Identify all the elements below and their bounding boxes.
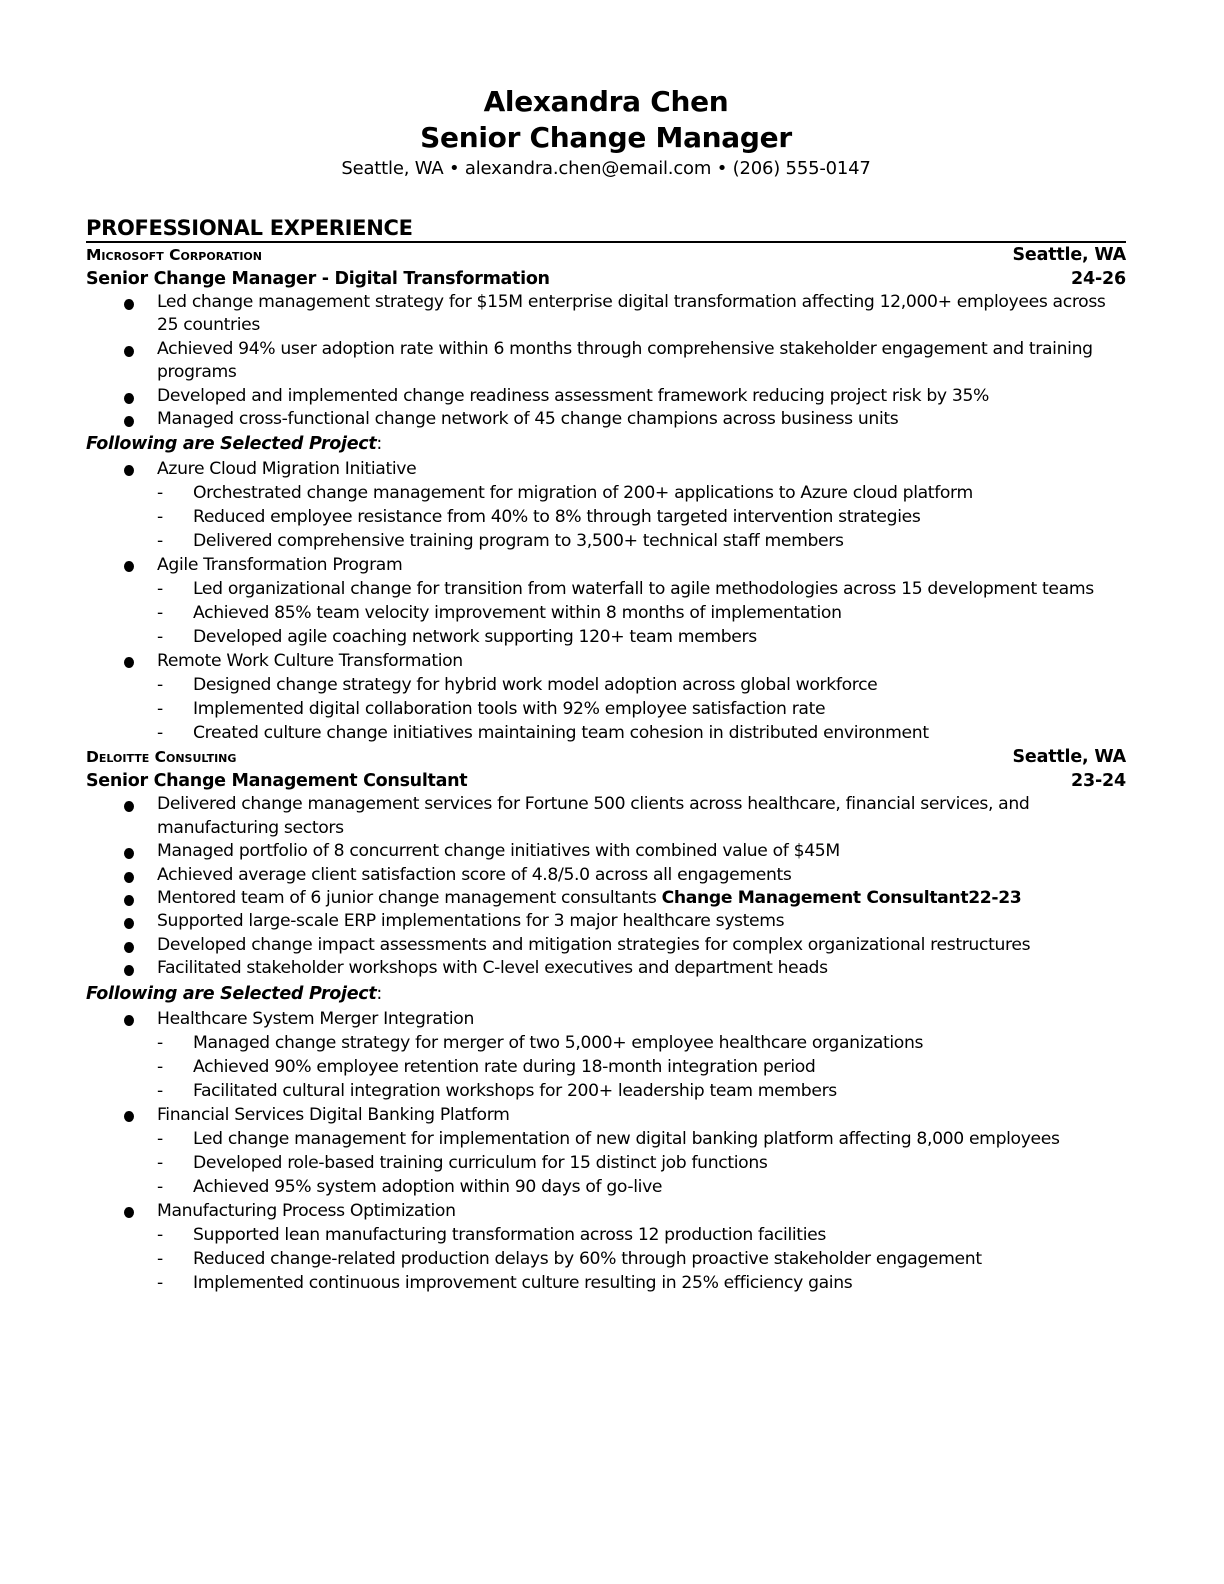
list-item [157, 697, 1126, 721]
detail-text: Developed role-based training curriculum for 15 distinct job functions [193, 1152, 768, 1173]
list-item [86, 408, 1126, 431]
job-role: Senior Change Management Consultant [86, 771, 468, 792]
list-item [157, 625, 1126, 649]
bullet-text: Managed cross-functional change network of 45 change champions across business units [157, 409, 899, 430]
job-location: Seattle, WA [1012, 747, 1126, 768]
project-item [86, 1007, 1126, 1103]
project-details [157, 1127, 1126, 1199]
company-name: Deloitte Consulting [86, 748, 237, 767]
bullet-text: Facilitated stakeholder workshops with C-level executives and department heads [157, 958, 828, 979]
bullet-icon [124, 801, 134, 812]
selected-projects-colon: : [376, 434, 383, 455]
selected-projects-text: Following are Selected Project [86, 434, 377, 455]
list-item [86, 864, 1126, 887]
bullet-icon [124, 346, 134, 357]
dash-icon: - [157, 603, 163, 624]
dash-icon: - [157, 507, 163, 528]
detail-text: Facilitated cultural integration workshops for 200+ leadership team members [193, 1080, 837, 1101]
selected-projects-text: Following are Selected Project [86, 983, 377, 1004]
selected-projects-colon: : [376, 983, 383, 1004]
dash-icon: - [157, 483, 163, 504]
bullet-text: Supported large-scale ERP implementations for 3 major healthcare systems [157, 911, 785, 932]
job-role-row [86, 267, 1126, 291]
bullet-icon [124, 848, 134, 859]
project-list [86, 1007, 1126, 1295]
bullet-icon [124, 465, 134, 476]
list-item [157, 1079, 1126, 1103]
job-dates: 24-26 [1071, 269, 1126, 289]
list-item [157, 1247, 1126, 1271]
bullet-icon [124, 872, 134, 883]
selected-projects-label [86, 981, 1126, 1007]
detail-text: Reduced employee resistance from 40% to 8% through targeted intervention strategies [193, 507, 921, 528]
bullet-icon [124, 965, 134, 976]
job-entry [86, 243, 1126, 745]
dash-icon: - [157, 675, 163, 696]
candidate-name: Alexandra Chen [483, 85, 729, 118]
list-item [86, 934, 1126, 957]
project-name: Healthcare System Merger Integration [157, 1008, 474, 1029]
bullet-icon [124, 895, 134, 906]
bullet-text: Managed portfolio of 8 concurrent change initiatives with combined value of $45M [157, 841, 840, 862]
list-item [157, 505, 1126, 529]
detail-text: Achieved 95% system adoption within 90 days of go-live [193, 1176, 663, 1197]
bullet-icon [124, 299, 134, 310]
detail-text: Implemented continuous improvement culture resulting in 25% efficiency gains [193, 1272, 853, 1293]
inline-dates: 22-23 [968, 888, 1022, 909]
resume-page [86, 84, 1126, 1295]
bullet-text: Developed change impact assessments and mitigation strategies for complex organizational restructures [157, 934, 1031, 955]
dash-icon: - [157, 531, 163, 552]
list-item [157, 673, 1126, 697]
dash-icon: - [157, 579, 163, 600]
job-header [86, 243, 1126, 267]
dash-icon: - [157, 627, 163, 648]
project-item [86, 1199, 1126, 1295]
detail-text: Achieved 90% employee retention rate during 18-month integration period [193, 1056, 816, 1077]
project-item [86, 649, 1126, 745]
detail-text: Led change management for implementation of new digital banking platform affecting 8,000 employees [193, 1128, 1060, 1149]
job-location: Seattle, WA [1012, 245, 1126, 265]
list-item [157, 1223, 1126, 1247]
detail-text: Supported lean manufacturing transformation across 12 production facilities [193, 1224, 826, 1245]
job-header [86, 745, 1126, 769]
list-item [86, 793, 1126, 840]
detail-text: Delivered comprehensive training program to 3,500+ technical staff members [193, 531, 844, 552]
dash-icon: - [157, 1152, 163, 1173]
dash-icon: - [157, 1176, 163, 1197]
bullet-text: Achieved 94% user adoption rate within 6 months through comprehensive stakeholder engagement and training programs [157, 338, 1093, 383]
dash-icon: - [157, 1224, 163, 1245]
project-details [157, 577, 1126, 649]
bullet-icon [124, 1015, 134, 1026]
project-details [157, 481, 1126, 553]
list-item [157, 481, 1126, 505]
detail-text: Designed change strategy for hybrid work model adoption across global workforce [193, 675, 878, 696]
dash-icon: - [157, 1056, 163, 1077]
list-item [157, 1127, 1126, 1151]
list-item [157, 601, 1126, 625]
project-details [157, 1031, 1126, 1103]
bullet-icon [124, 942, 134, 953]
project-name: Financial Services Digital Banking Platform [157, 1104, 510, 1125]
bullet-icon [124, 918, 134, 929]
list-item [157, 1151, 1126, 1175]
dash-icon: - [157, 1080, 163, 1101]
bullet-icon [124, 1111, 134, 1122]
detail-text: Orchestrated change management for migration of 200+ applications to Azure cloud platform [193, 483, 973, 504]
bullet-text: Delivered change management services for Fortune 500 clients across healthcare, financial services, and manufacturing sectors [157, 794, 1030, 838]
project-name: Remote Work Culture Transformation [157, 651, 463, 672]
company-name: Microsoft Corporation [86, 246, 262, 264]
list-item [86, 910, 1126, 933]
bullet-text: Mentored team of 6 junior change management consultants [157, 888, 662, 909]
project-list [86, 457, 1126, 745]
contact-line: Seattle, WA • alexandra.chen@email.com • (206) 555-0147 [341, 158, 871, 179]
detail-text: Created culture change initiatives maintaining team cohesion in distributed environment [193, 723, 929, 744]
section-heading-experience: PROFESSIONAL EXPERIENCE [86, 215, 1126, 243]
list-item [157, 1175, 1126, 1199]
bullet-text: Developed and implemented change readiness assessment framework reducing project risk by 35% [157, 385, 990, 406]
inline-role: Change Management Consultant [661, 888, 969, 909]
dash-icon: - [157, 723, 163, 744]
project-details [157, 1223, 1126, 1295]
detail-text: Implemented digital collaboration tools with 92% employee satisfaction rate [193, 699, 826, 720]
dash-icon: - [157, 1272, 163, 1293]
bullet-text: Led change management strategy for $15M enterprise digital transformation affecting 12,000+ employees across 25 countries [157, 292, 1106, 336]
bullet-icon [124, 561, 134, 572]
project-item [86, 553, 1126, 649]
list-item [157, 1271, 1126, 1295]
job-bullets [86, 793, 1126, 980]
detail-text: Reduced change-related production delays by 60% through proactive stakeholder engagement [193, 1248, 982, 1269]
dash-icon: - [157, 1032, 163, 1053]
job-role: Senior Change Manager - Digital Transformation [86, 269, 550, 289]
list-item [86, 957, 1126, 980]
detail-text: Developed agile coaching network supporting 120+ team members [193, 627, 757, 648]
job-entry [86, 745, 1126, 1294]
project-name: Manufacturing Process Optimization [157, 1200, 456, 1221]
list-item [157, 529, 1126, 553]
list-item [86, 338, 1126, 385]
list-item [157, 1055, 1126, 1079]
list-item [157, 721, 1126, 745]
detail-text: Led organizational change for transition from waterfall to agile methodologies across 15 development teams [193, 579, 1094, 600]
dash-icon: - [157, 1128, 163, 1149]
project-details [157, 673, 1126, 745]
dash-icon: - [157, 699, 163, 720]
detail-text: Managed change strategy for merger of two 5,000+ employee healthcare organizations [193, 1032, 924, 1053]
detail-text: Achieved 85% team velocity improvement within 8 months of implementation [193, 603, 842, 624]
bullet-icon [124, 393, 134, 404]
selected-projects-label [86, 431, 1126, 457]
list-item [86, 291, 1126, 338]
job-dates: 23-24 [1071, 771, 1126, 792]
job-bullets [86, 291, 1126, 431]
project-item [86, 1103, 1126, 1199]
dash-icon: - [157, 1248, 163, 1269]
bullet-icon [124, 1207, 134, 1218]
list-item [157, 1031, 1126, 1055]
bullet-text: Achieved average client satisfaction score of 4.8/5.0 across all engagements [157, 864, 792, 885]
candidate-title: Senior Change Manager [420, 121, 792, 154]
list-item [86, 887, 1126, 910]
list-item [86, 840, 1126, 863]
project-item [86, 457, 1126, 553]
list-item [86, 385, 1126, 408]
project-name: Azure Cloud Migration Initiative [157, 459, 417, 480]
job-role-row [86, 769, 1126, 793]
bullet-icon [124, 416, 134, 427]
bullet-icon [124, 657, 134, 668]
project-name: Agile Transformation Program [157, 555, 403, 576]
list-item [157, 577, 1126, 601]
